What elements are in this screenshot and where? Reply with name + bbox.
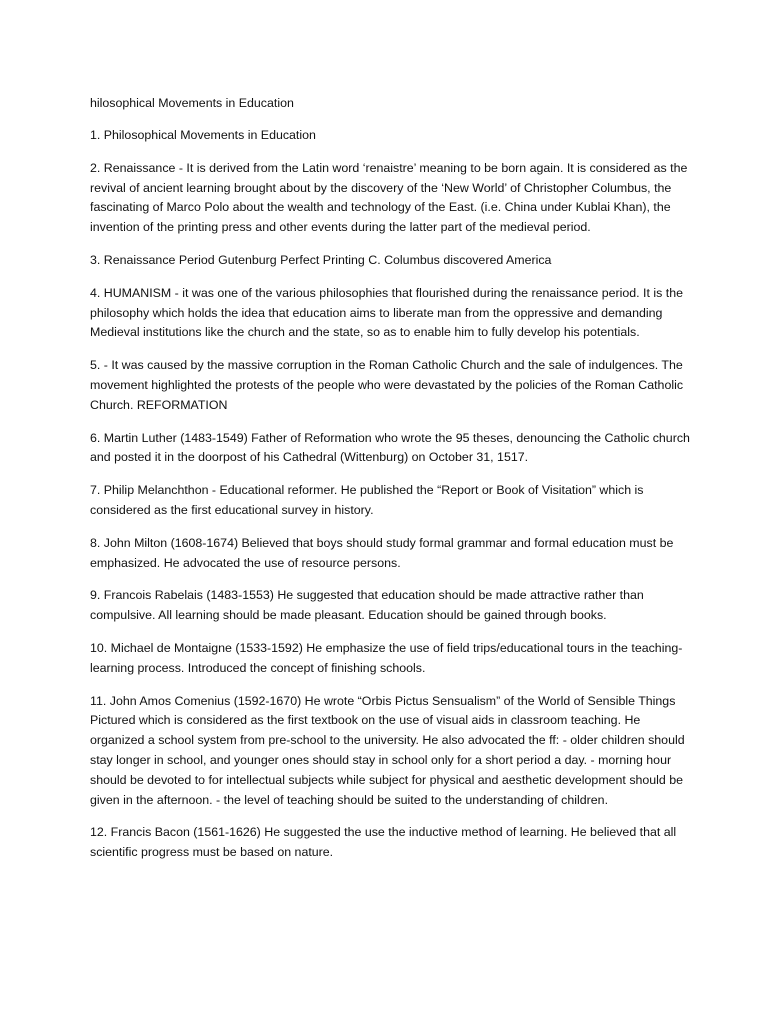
paragraph-1: 1. Philosophical Movements in Education	[90, 128, 316, 142]
paragraph-2: 2. Renaissance - It is derived from the Latin word ‘renaistre’ meaning to be born again. It is considered as the revival of ancient learning brought about by the discovery of the ‘New World’ of Christopher Columbus, the fascinating of Marco Polo about the wealth and technology of the East. (i.e. China under Kublai Khan), the invention of the printing press and other events during the latter part of the medieval period.	[90, 160, 688, 235]
paragraph-4: 4. HUMANISM - it was one of the various philosophies that flourished during the renaissance period. It is the philosophy which holds the idea that education aims to liberate man from the oppressive and demanding Medieval institutions like the church and the state, so as to enable him to fully develop his potentials.	[90, 285, 683, 340]
paragraph-7: 7. Philip Melanchthon - Educational reformer. He published the “Report or Book of Visitation” which is considered as the first educational survey in history.	[90, 483, 644, 517]
paragraph-6: 6. Martin Luther (1483-1549) Father of Reformation who wrote the 95 theses, denouncing the Catholic church and posted it in the doorpost of his Cathedral (Wittenburg) on October 31, 1517.	[90, 430, 690, 465]
document-title: hilosophical Movements in Education	[90, 96, 294, 110]
paragraph-9: 9. Francois Rabelais (1483-1553) He suggested that education should be made attractive rather than compulsive. All learning should be made pleasant. Education should be gained through books.	[90, 588, 644, 623]
paragraph-10: 10. Michael de Montaigne (1533-1592) He emphasize the use of field trips/educational tours in the teaching-learning process. Introduced the concept of finishing schools.	[90, 640, 683, 675]
paragraph-12: 12. Francis Bacon (1561-1626) He suggested the use the inductive method of learning. He believed that all scientific progress must be based on nature.	[90, 825, 677, 860]
paragraph-3: 3. Renaissance Period Gutenburg Perfect Printing C. Columbus discovered America	[90, 252, 552, 267]
document-body	[90, 93, 690, 876]
paragraph-5: 5. - It was caused by the massive corruption in the Roman Catholic Church and the sale of indulgences. The movement highlighted the protests of the people who were devastated by the policies of the Roman Catholic Church. REFORMATION	[90, 358, 684, 412]
paragraph-8: 8. John Milton (1608-1674) Believed that boys should study formal grammar and formal education must be emphasized. He advocated the use of resource persons.	[90, 535, 674, 570]
paragraph-11: 11. John Amos Comenius (1592-1670) He wrote “Orbis Pictus Sensualism” of the World of Sensible Things Pictured which is considered as the first textbook on the use of visual aids in classroom teaching. He organized a school system from pre-school to the university. He also advocated the ff: - older children should stay longer in school, and younger ones should stay in school only for a short period a day. - morning hour should be devoted to for intellectual subjects while subject for physical and aesthetic development should be given in the afternoon. - the level of teaching should be suited to the understanding of children.	[90, 693, 685, 807]
